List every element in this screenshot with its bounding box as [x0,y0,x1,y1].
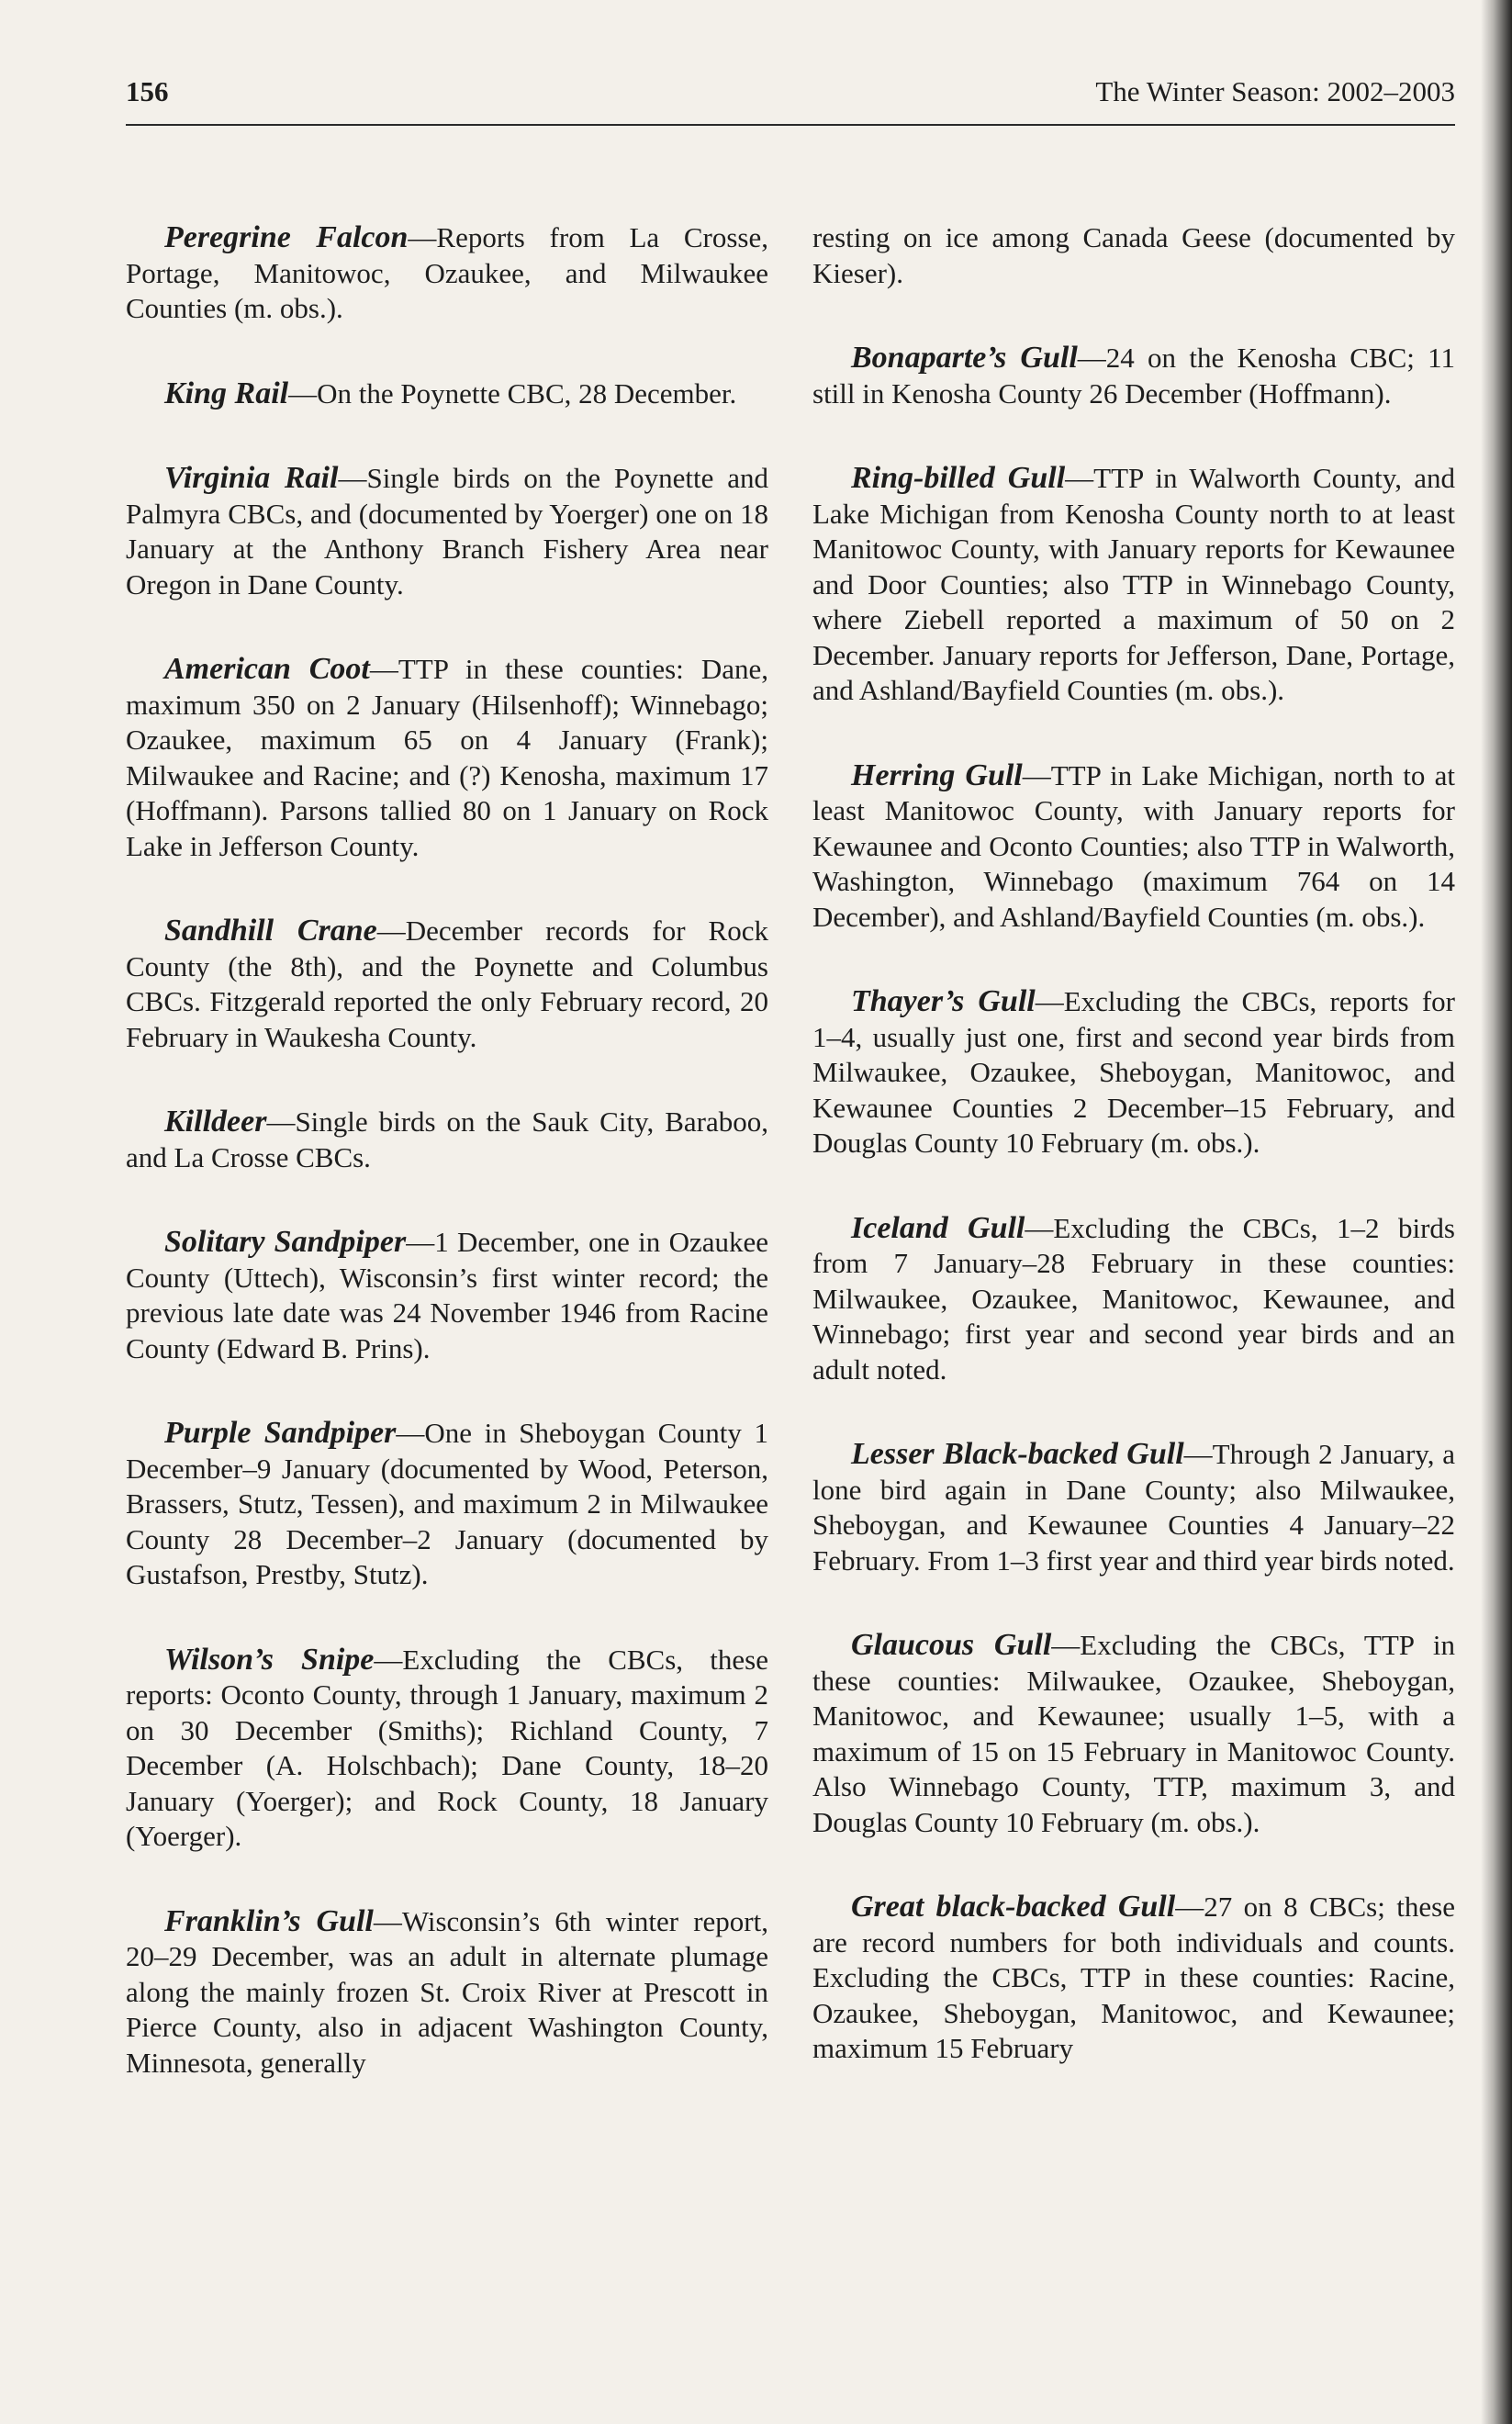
species-entry [812,1437,1455,1578]
species-name: Solitary Sandpiper [164,1225,407,1259]
species-account: —Excluding the CBCs, reports for 1–4, usually just one, first and second year birds from Milwaukee, Ozaukee, Sheboygan, Manitowoc, and Kewaunee Counties 2 December–15 February, and Douglas County 10 February (m. obs.). [812,985,1455,1159]
species-name: Great black-backed Gull [851,1890,1176,1924]
species-name: Ring-billed Gull [851,461,1066,495]
species-account: —Single birds on the Poynette and Palmyra CBCs, and (documented by Yoerger) one on 18 January at the Anthony Branch Fishery Area near Oregon in Dane County. [126,462,769,600]
species-account: —Single birds on the Sauk City, Baraboo, and La Crosse CBCs. [126,1105,768,1173]
species-entry [812,1628,1455,1840]
species-entry [126,220,768,327]
species-name: American Coot [164,652,370,686]
species-entry [812,758,1455,936]
species-account: —TTP in these counties: Dane, maximum 350 on 2 January (Hilsenhoff); Winnebago; Ozaukee, maximum 65 on 4 January (Frank); Milwaukee and Racine; and (?) Kenosha, maximum 17 (Hoffmann). Parsons tallied 80 on 1 January on Rock Lake in Jefferson County. [126,653,768,862]
species-account: —TTP in Walworth County, and Lake Michigan from Kenosha County north to at least Manitowoc County, with January reports for Kewaunee and Door Counties; also TTP in Winnebago County, where Ziebell reported a maximum of 50 on 2 December. January reports for Jefferson, Dane, Portage, and Ashland/Bayfield Counties (m. obs.). [812,462,1455,706]
species-account: —Excluding the CBCs, 1–2 birds from 7 January–28 February in these counties: Milwaukee, Ozaukee, Manitowoc, Kewaunee, and Winnebago; first year and second year birds and an adult noted. [812,1211,1455,1386]
species-name: Iceland Gull [851,1210,1025,1245]
species-name: Glaucous Gull [851,1628,1052,1662]
page-edge-shadow [1481,0,1512,2424]
species-name: Franklin’s Gull [164,1903,374,1938]
species-entry [126,376,768,412]
species-name: Bonaparte’s Gull [851,341,1078,375]
left-column [126,220,768,2130]
species-account: —On the Poynette CBC, 28 December. [288,376,737,410]
species-account: —Reports from La Crosse, Portage, Manitowoc, Ozaukee, and Milwaukee Counties (m. obs.). [126,221,769,324]
species-account: —Through 2 January, a lone bird again in Dane County; also Milwaukee, Sheboygan, and Kewaunee Counties 4 January–22 February. From 1–3 first year and third year birds noted. [812,1438,1455,1577]
species-account: —27 on 8 CBCs; these are record numbers for both individuals and counts. Excluding the CBCs, TTP in these counties: Racine, Ozaukee, Sheboygan, Manitowoc, and Kewaunee; maximum 15 February [812,1891,1456,2064]
species-name: Killdeer [164,1105,267,1139]
species-entry [126,1904,768,2082]
species-account: —Excluding the CBCs, TTP in these counties: Milwaukee, Ozaukee, Sheboygan, Manitowoc, and Kewaunee; usually 1–5, with a maximum of 15 on 15 February in Manitowoc County. Also Winnebago County, TTP, maximum 3, and Douglas County 10 February (m. obs.). [812,1629,1455,1838]
species-name: Sandhill Crane [164,914,377,948]
species-name: Wilson’s Snipe [164,1642,375,1677]
species-entry [812,984,1455,1162]
species-account: —24 on the Kenosha CBC; 11 still in Kenosha County 26 December (Hoffmann). [812,342,1455,410]
species-entry [126,461,768,602]
species-entry [812,1211,1455,1388]
species-account: —December records for Rock County (the 8th), and the Poynette and Columbus CBCs. Fitzgerald reported the only February record, 20 February in Waukesha County. [126,915,768,1053]
species-entry [126,1105,768,1175]
species-entry [126,652,768,864]
species-account: —1 December, one in Ozaukee County (Uttech), Wisconsin’s first winter record; the previous late date was 24 November 1946 from Racine County (Edward B. Prins). [126,1226,768,1364]
species-account: —TTP in Lake Michigan, north to at least Manitowoc County, with January reports for Kewaunee and Oconto Counties; also TTP in Walworth, Washington, Winnebago (maximum 764 on 14 December), and Ashland/Bayfield Counties (m. obs.). [812,758,1455,933]
page-number: 156 [126,75,169,107]
species-account: resting on ice among Canada Geese (documented by Kieser). [812,221,1455,289]
header-rule [126,124,1455,126]
species-account: —Excluding the CBCs, these reports: Oconto County, through 1 January, maximum 2 on 30 December (Smiths); Richland County, 7 December (A. Holschbach); Dane County, 18–20 January (Yoerger); and Rock County, 18 January (Yoerger). [126,1643,769,1852]
continued-entry [812,220,1455,291]
species-entry [126,1225,768,1366]
species-name: Herring Gull [851,758,1023,792]
species-entry [126,1416,768,1593]
species-entry [812,1890,1455,2067]
species-name: Purple Sandpiper [164,1416,397,1450]
species-name: King Rail [164,376,289,410]
species-entry [126,1643,768,1855]
page-header [126,75,1455,121]
species-name: Thayer’s Gull [851,984,1036,1018]
species-name: Lesser Black-backed Gull [851,1437,1184,1471]
species-name: Peregrine Falcon [164,220,409,254]
right-column [812,220,1455,2116]
running-title: The Winter Season: 2002–2003 [1095,75,1455,107]
species-entry [126,914,768,1055]
species-entry [812,341,1455,411]
species-name: Virginia Rail [164,461,339,495]
species-account: —Wisconsin’s 6th winter report, 20–29 December, was an adult in alternate plumage along the mainly frozen St. Croix River at Prescott in Pierce County, also in adjacent Washington County, Minnesota, generally [126,1904,768,2079]
species-account: —One in Sheboygan County 1 December–9 January (documented by Wood, Peterson, Brassers, Stutz, Tessen), and maximum 2 in Milwaukee County 28 December–2 January (documented by Gustafson, Prestby, Stutz). [126,1417,768,1590]
species-entry [812,461,1455,709]
